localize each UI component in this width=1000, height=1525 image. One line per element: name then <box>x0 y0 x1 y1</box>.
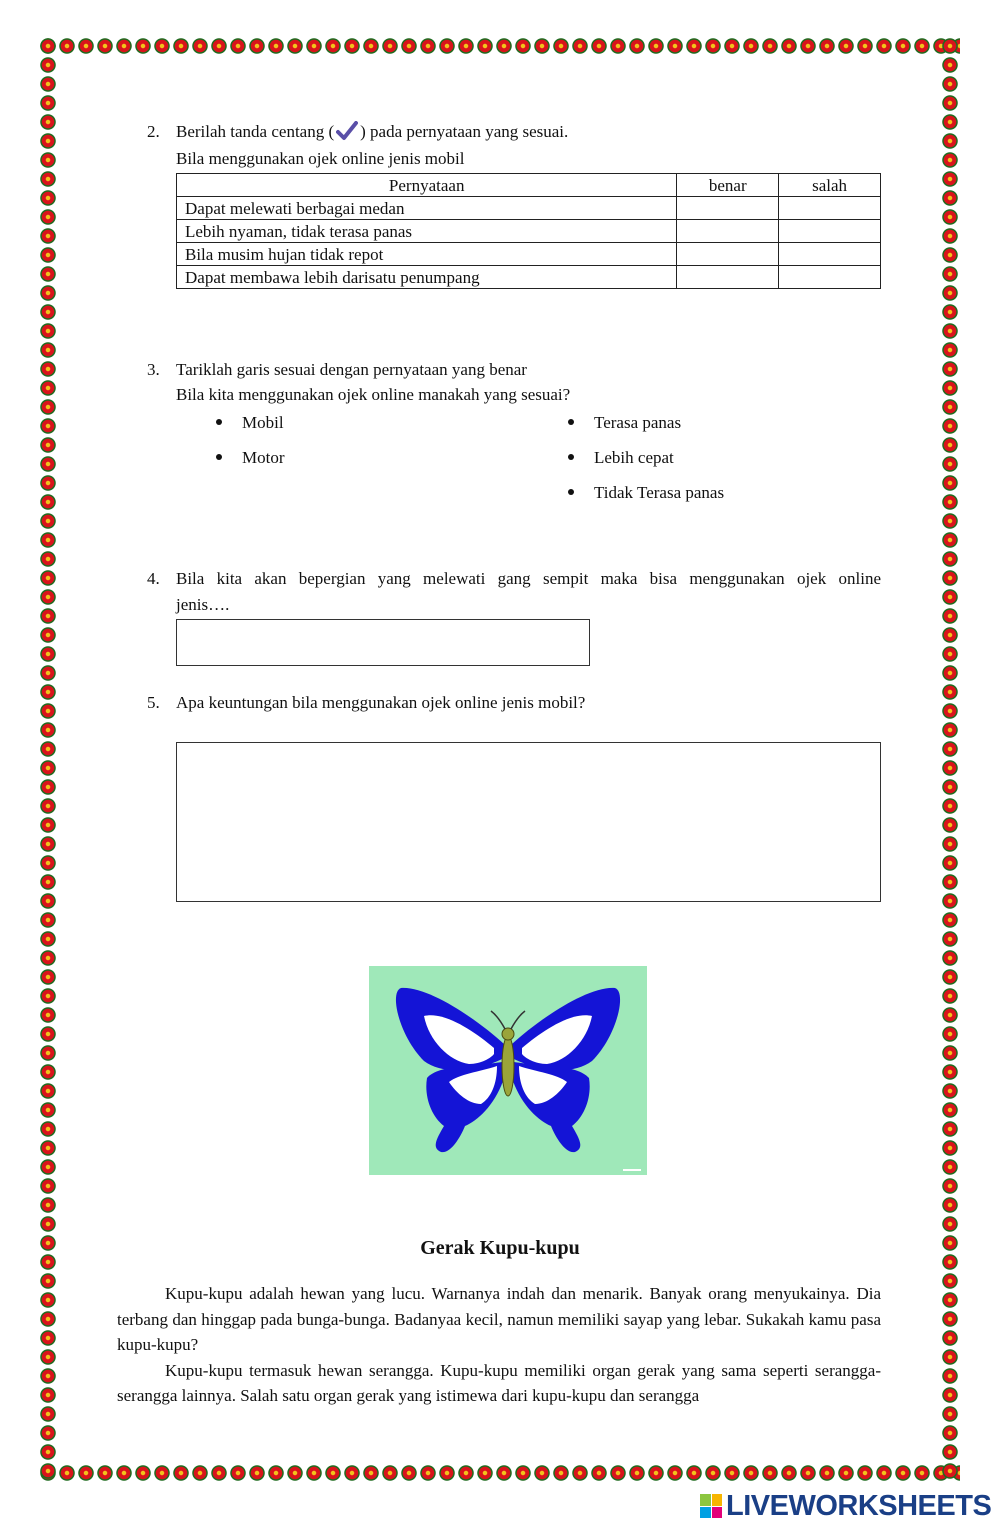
flower-border-top <box>40 38 960 54</box>
table-row <box>177 220 881 243</box>
check-icon <box>336 121 358 147</box>
question-2-context: Bila menggunakan ojek online jenis mobil <box>176 149 465 168</box>
match-item-label: Lebih cepat <box>594 448 674 467</box>
question-4-line1: Bila kita akan bepergian yang melewati gang sempit maka bisa menggunakan ojek online <box>176 569 881 588</box>
liveworksheets-logo-mark <box>700 1494 722 1518</box>
question-3-question: Bila kita menggunakan ojek online manakah yang sesuai? <box>176 385 571 404</box>
reading-paragraph-2: Kupu-kupu termasuk hewan serangga. Kupu-kupu memiliki organ gerak yang sama seperti serangga-serangga lainnya. Salah satu organ gerak yang istimewa dari kupu-kupu dan serangga <box>117 1360 881 1405</box>
match-item-label: Tidak Terasa panas <box>594 483 725 502</box>
question-3-instruction: Tariklah garis sesuai dengan pernyataan yang benar <box>176 360 527 379</box>
liveworksheets-logo-text: LIVEWORKSHEETS <box>726 1489 992 1522</box>
question-5-answer-box[interactable] <box>176 742 881 902</box>
match-right-item-terasa-panas[interactable] <box>568 412 681 434</box>
match-item-label: Mobil <box>242 413 284 432</box>
reading-body <box>117 1281 881 1409</box>
match-item-label: Terasa panas <box>594 413 682 432</box>
butterfly-illustration <box>369 966 647 1175</box>
butterfly-icon <box>369 966 647 1175</box>
match-right-item-tidak-terasa-panas[interactable] <box>568 482 724 504</box>
table-row <box>177 197 881 220</box>
bullet-icon <box>216 454 222 460</box>
salah-cell[interactable] <box>779 266 881 289</box>
statement-cell: Dapat membawa lebih darisatu penumpang <box>177 266 677 289</box>
match-item-label: Motor <box>242 448 285 467</box>
benar-cell[interactable] <box>677 266 779 289</box>
flower-border-left <box>40 38 56 1481</box>
question-5-number: 5. <box>147 693 160 712</box>
instruction-before: Berilah tanda centang ( <box>176 122 335 141</box>
benar-cell[interactable] <box>677 243 779 266</box>
bullet-icon <box>568 419 574 425</box>
statement-cell: Lebih nyaman, tidak terasa panas <box>177 220 677 243</box>
bullet-icon <box>568 454 574 460</box>
match-left-item-motor[interactable] <box>216 447 285 469</box>
question-3-number: 3. <box>147 360 160 379</box>
salah-cell[interactable] <box>779 243 881 266</box>
statement-cell: Dapat melewati berbagai medan <box>177 197 677 220</box>
match-right-item-lebih-cepat[interactable] <box>568 447 674 469</box>
table-row <box>177 243 881 266</box>
question-4-answer-box[interactable] <box>176 619 590 666</box>
header-benar: benar <box>677 174 779 197</box>
salah-cell[interactable] <box>779 220 881 243</box>
header-pernyataan: Pernyataan <box>177 174 677 197</box>
flower-border-bottom <box>40 1465 960 1481</box>
bullet-icon <box>216 419 222 425</box>
table-header-row <box>177 174 881 197</box>
reading-title: Gerak Kupu-kupu <box>420 1237 580 1259</box>
question-2-number: 2. <box>147 122 160 141</box>
question-4-line2: jenis…. <box>176 595 230 614</box>
question-5-question: Apa keuntungan bila menggunakan ojek online jenis mobil? <box>176 693 586 712</box>
match-left-item-mobil[interactable] <box>216 412 284 434</box>
instruction-after: ) pada pernyataan yang sesuai. <box>360 122 569 141</box>
table-row <box>177 266 881 289</box>
benar-cell[interactable] <box>677 220 779 243</box>
question-2-instruction <box>176 121 568 147</box>
question-4-number: 4. <box>147 569 160 588</box>
reading-paragraph-1: Kupu-kupu adalah hewan yang lucu. Warnanya indah dan menarik. Banyak orang menyukainya. Dia terbang dan hinggap pada bunga-bunga. Badanyaa kecil, namun memiliki sayap yang lebar. Sukakah kamu pasa kupu-kupu? <box>117 1284 881 1354</box>
salah-cell[interactable] <box>779 197 881 220</box>
bullet-icon <box>568 489 574 495</box>
liveworksheets-logo[interactable] <box>700 1490 991 1522</box>
header-salah: salah <box>779 174 881 197</box>
statement-table <box>176 173 881 289</box>
benar-cell[interactable] <box>677 197 779 220</box>
flower-border-right <box>942 38 958 1481</box>
statement-cell: Bila musim hujan tidak repot <box>177 243 677 266</box>
